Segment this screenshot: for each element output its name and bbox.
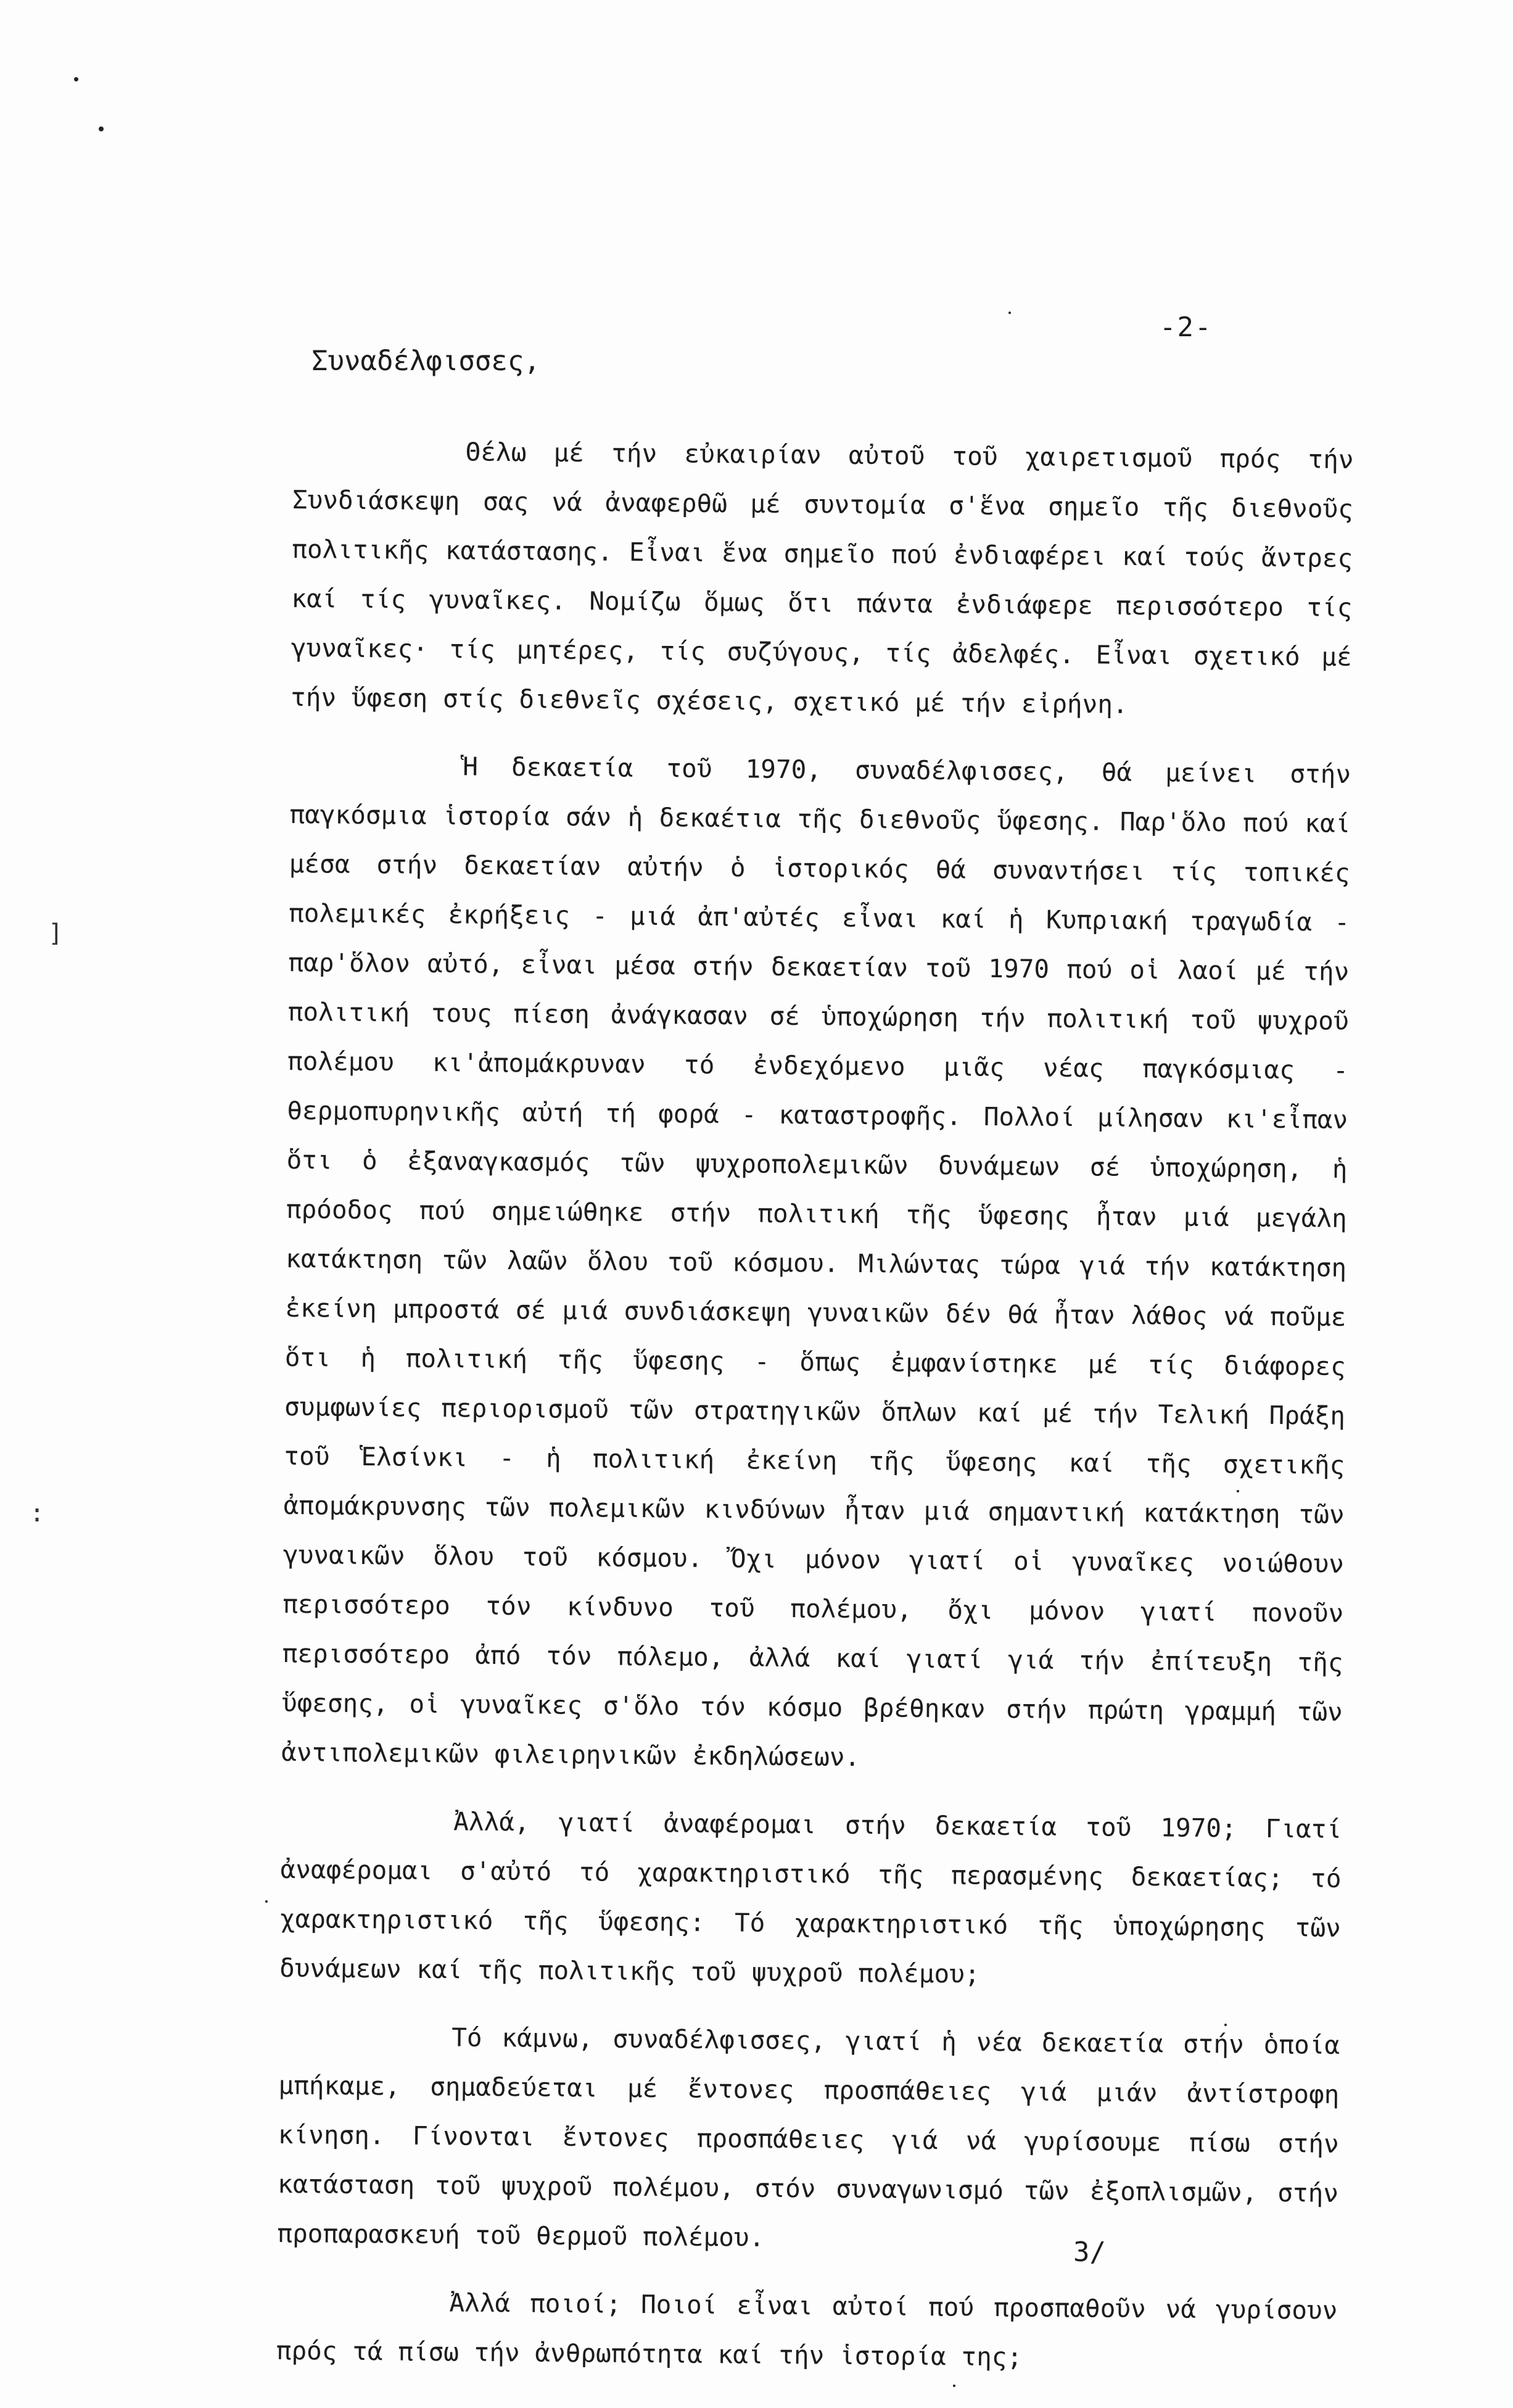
- continuation-marker: 3/: [1073, 2236, 1106, 2268]
- margin-colon-mark: :: [30, 1499, 45, 1528]
- scan-speck: [1008, 312, 1011, 314]
- paragraph: Θέλω μέ τήν εὐκαιρίαν αὐτοῦ τοῦ χαιρετισμοῦ πρός τήν Συνδιάσκεψη σας νά ἀναφερθῶ μέ συντομία σ'ἕνα σημεῖο τῆς διεθνοῦς πολιτικῆς κατάστασης. Εἶναι ἕνα σημεῖο πού ἐνδιαφέρει καί τούς ἄντρες καί τίς γυναῖκες. Νομίζω ὅμως ὅτι πάντα ἐνδιάφερε περισσότερο τίς γυναῖκες· τίς μητέρες, τίς συζύγους, τίς ἀδελφές. Εἶναι σχετικό μέ τήν ὕφεση στίς διεθνεῖς σχέσεις, σχετικό μέ τήν εἰρήνη.: [290, 437, 1354, 719]
- scan-speck: [265, 1900, 268, 1903]
- margin-bracket-mark: ]: [48, 919, 64, 948]
- salutation: Συναδέλφισσες,: [311, 345, 540, 377]
- paragraph: Ἡ δεκαετία τοῦ 1970, συναδέλφισσες, θά μείνει στήν παγκόσμια ἱστορία σάν ἡ δεκαέτια τῆς διεθνοῦς ὕφεσης. Παρ'ὅλο πού καί μέσα στήν δεκαετίαν αὐτήν ὁ ἱστορικός θά συναντήσει τίς τοπικές πολεμικές ἐκρήξεις - μιά ἀπ'αὐτές εἶναι καί ἡ Κυπριακή τραγωδία - παρ'ὅλον αὐτό, εἶναι μέσα στήν δεκαετίαν τοῦ 1970 πού οἱ λαοί μέ τήν πολιτική τους πίεση ἀνάγκασαν σέ ὑποχώρηση τήν πολιτική τοῦ ψυχροῦ πολέμου κι'ἀπομάκρυναν τό ἐνδεχόμενο μιᾶς νέας παγκόσμιας - θερμοπυρηνικῆς αὐτή τή φορά - καταστροφῆς. Πολλοί μίλησαν κι'εἶπαν ὅτι ὁ ἐξαναγκασμός τῶν ψυχροπολεμικῶν δυνάμεων σέ ὑποχώρηση, ἡ πρόοδος πού σημειώθηκε στήν πολιτική τῆς ὕφεσης ἦταν μιά μεγάλη κατάκτηση τῶν λαῶν ὅλου τοῦ κόσμου. Μιλώντας τώρα γιά τήν κατάκτηση ἐκείνη μπροστά σέ μιά συνδιάσκεψη γυναικῶν δέν θά ἦταν λάθος νά ποῦμε ὅτι ἡ πολιτική τῆς ὕφεσης - ὅπως ἐμφανίστηκε μέ τίς διάφορες συμφωνίες περιορισμοῦ τῶν στρατηγικῶν ὅπλων καί μέ τήν Τελική Πράξη τοῦ Ἑλσίνκι - ἡ πολιτική ἐκείνη τῆς ὕφεσης καί τῆς σχετικῆς ἀπομάκρυνσης τῶν πολεμικῶν κινδύνων ἦταν μιά σημαντική κατάκτηση τῶν γυναικῶν ὅλου τοῦ κόσμου. Ὄχι μόνον γιατί οἱ γυναῖκες νοιώθουν περισσότερο τόν κίνδυνο τοῦ πολέμου, ὄχι μόνον γιατί πονοῦν περισσότερο ἀπό τόν πόλεμο, ἀλλά καί γιατί γιά τήν ἐπίτευξη τῆς ὕφεσης, οἱ γυναῖκες σ'ὅλο τόν κόσμο βρέθηκαν στήν πρώτη γραμμή τῶν ἀντιπολεμικῶν φιλειρηνικῶν ἐκδηλώσεων.: [281, 751, 1351, 1773]
- paragraph: Ἀλλά, γιατί ἀναφέρομαι στήν δεκαετία τοῦ 1970; Γιατί ἀναφέρομαι σ'αὐτό τό χαρακτηριστικό τῆς περασμένης δεκαετίας; τό χαρακτηριστικό τῆς ὕφεσης: Τό χαρακτηριστικό τῆς ὑποχώρησης τῶν δυνάμεων καί τῆς πολιτικῆς τοῦ ψυχροῦ πολέμου;: [279, 1806, 1342, 1989]
- paragraph: Ἀλλά ποιοί; Ποιοί εἶναι αὐτοί πού προσπαθοῦν νά γυρίσουν πρός τά πίσω τήν ἀνθρωπότητα καί τήν ἱστορία της;: [276, 2288, 1338, 2372]
- paragraph: Τό κάμνω, συναδέλφισσες, γιατί ἡ νέα δεκαετία στήν ὁποία μπήκαμε, σημαδεύεται μέ ἔντονες προσπάθειες γιά μιάν ἀντίστροφη κίνηση. Γίνονται ἔντονες προσπάθειες γιά νά γυρίσουμε πίσω στήν κατάσταση τοῦ ψυχροῦ πολέμου, στόν συναγωνισμό τῶν ἐξοπλισμῶν, στήν προπαρασκευή τοῦ θερμοῦ πολέμου.: [277, 2022, 1340, 2253]
- scan-speck: [74, 77, 78, 81]
- letter-body: [276, 426, 1354, 2403]
- page-number: -2-: [1160, 312, 1213, 343]
- scan-speck: [99, 126, 104, 131]
